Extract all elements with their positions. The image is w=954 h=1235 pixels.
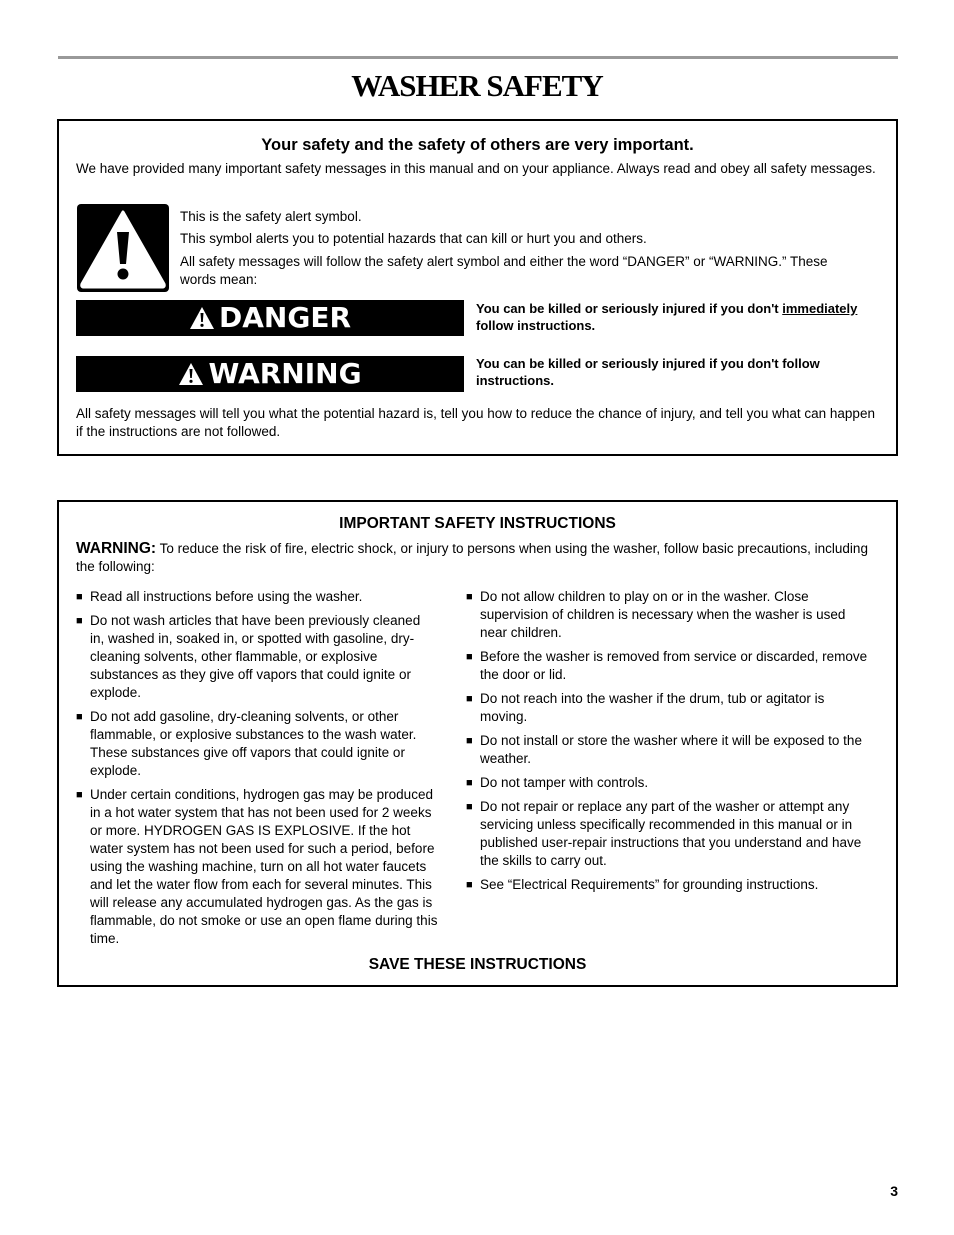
symbol-line-1: This is the safety alert symbol. bbox=[180, 209, 362, 224]
list-item: ■ Before the washer is removed from service or discarded, remove the door or lid. bbox=[466, 649, 868, 682]
danger-text-end: follow instructions. bbox=[476, 318, 596, 333]
symbol-line-2: This symbol alerts you to potential hazards that can kill or hurt you and others. bbox=[180, 231, 647, 246]
list-item: ■ See “Electrical Requirements” for grounding instructions. bbox=[466, 877, 819, 892]
list-item: ■ Do not repair or replace any part of the washer or attempt any servicing unless specifically recommended in this manual or in published user-repair instructions that you understand and have the skills to carry out. bbox=[466, 799, 862, 868]
list-item: ■ Do not install or store the washer where it will be exposed to the weather. bbox=[466, 733, 862, 766]
instructions-heading: IMPORTANT SAFETY INSTRUCTIONS bbox=[339, 515, 616, 532]
important-instructions-box bbox=[57, 500, 898, 987]
instructions-left-column bbox=[76, 588, 438, 954]
instructions-right-column bbox=[466, 588, 871, 900]
list-item: ■ Under certain conditions, hydrogen gas may be produced in a hot water system that has not been used for 2 weeks or more. HYDROGEN GAS IS EXPLOSIVE. If the hot water system has not been used for such a period, before using the washing machine, turn on all hot water faucets and let the water flow from each for several minutes. This will release any accumulated hydrogen gas. As the gas is flammable, do not smoke or use an open flame during this time. bbox=[76, 787, 438, 946]
warning-alert-icon bbox=[178, 362, 204, 386]
symbol-line-3: All safety messages will follow the safety alert symbol and either the word “DANGER” or “WARNING.” These words mean: bbox=[180, 254, 828, 287]
safety-intro: We have provided many important safety messages in this manual and on your appliance. Always read and obey all safety messages. bbox=[76, 161, 876, 176]
list-item: ■ Do not tamper with controls. bbox=[466, 775, 649, 790]
list-item: ■ Do not add gasoline, dry-cleaning solvents, or other flammable, or explosive substances to the wash water. These substances give off vapors that could ignite or explode. bbox=[76, 709, 417, 778]
danger-text-start: You can be killed or seriously injured if you don't bbox=[476, 301, 783, 316]
list-item: ■ Do not wash articles that have been previously cleaned in, washed in, soaked in, or spotted with gasoline, dry-cleaning solvents, other flammable, or explosive substances as they give off vapors that could ignite or explode. bbox=[76, 613, 421, 700]
page-number: 3 bbox=[890, 1183, 898, 1199]
danger-label: DANGER bbox=[218, 301, 351, 334]
instructions-warning bbox=[76, 540, 876, 576]
list-item: ■ Do not reach into the washer if the drum, tub or agitator is moving. bbox=[466, 691, 825, 724]
save-instructions-footer: SAVE THESE INSTRUCTIONS bbox=[368, 956, 587, 973]
safety-closing: All safety messages will tell you what the potential hazard is, tell you how to reduce the chance of injury, and tell you what can happen if the instructions are not followed. bbox=[76, 406, 875, 439]
warning-signal-banner bbox=[76, 356, 464, 392]
list-item: ■ Read all instructions before using the washer. bbox=[76, 589, 363, 604]
top-rule bbox=[58, 56, 898, 59]
warning-label: WARNING bbox=[208, 357, 362, 390]
instructions-warning-text: To reduce the risk of fire, electric shock, or injury to persons when using the washer, follow basic precautions, including the following: bbox=[76, 541, 868, 574]
warning-description: You can be killed or seriously injured if you don't follow instructions. bbox=[476, 356, 820, 388]
safety-heading: Your safety and the safety of others are very important. bbox=[261, 136, 694, 154]
danger-text-emphasis: immediately bbox=[782, 301, 858, 316]
danger-signal-banner bbox=[76, 300, 464, 336]
danger-alert-icon bbox=[189, 306, 215, 330]
safety-alert-symbol-icon bbox=[77, 204, 169, 292]
danger-description bbox=[476, 300, 896, 334]
instructions-warning-label: WARNING: bbox=[76, 540, 157, 557]
safety-alert-box bbox=[57, 119, 898, 456]
page-title: WASHER SAFETY bbox=[351, 68, 603, 103]
list-item: ■ Do not allow children to play on or in the washer. Close supervision of children is necessary when the washer is used near children. bbox=[466, 589, 846, 640]
